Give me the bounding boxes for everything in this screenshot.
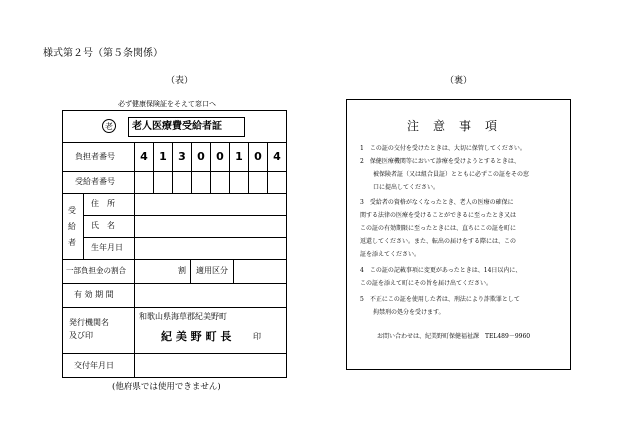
grid-line <box>191 142 192 193</box>
notes-heading: 注 意 事 項 <box>407 119 499 133</box>
issuer-seal-mark: 印 <box>253 332 261 341</box>
insured-number-digit: 4 <box>273 150 281 163</box>
issuer-name: 紀 美 野 町 長 <box>161 330 232 343</box>
note-line: この証の有効期限に至ったときには、直ちにこの証を町に <box>360 225 517 232</box>
note-line: 4 この証の記載事項に変更があったときは、14日以内に、 <box>360 267 522 274</box>
insured-number-digit: 4 <box>140 150 148 163</box>
recipient-section-char: 受 <box>68 206 76 215</box>
issuer-label-line2: 及び印 <box>69 331 93 340</box>
grid-line <box>153 142 154 193</box>
elderly-stamp-mark: 老 <box>102 119 116 133</box>
issuer-label-line1: 発行機関名 <box>69 318 109 327</box>
grid-line <box>190 259 191 283</box>
form-number: 様式第２号（第５条関係） <box>43 48 163 59</box>
other-prefecture-note: (他府県では使用できません) <box>112 382 221 392</box>
recipient-card-front <box>62 110 287 378</box>
insured-number-digit: 1 <box>159 150 167 163</box>
grid-line <box>233 259 234 283</box>
grid-line <box>210 142 211 193</box>
note-line: 1 この証の交付を受けたときは、大切に保管してください。 <box>360 145 526 152</box>
grid-line <box>83 193 84 259</box>
grid-line <box>63 283 286 284</box>
insured-number-label: 負担者番号 <box>75 152 115 161</box>
grid-line <box>63 259 286 260</box>
grid-line <box>248 142 249 193</box>
grid-line <box>63 353 286 354</box>
grid-line <box>63 142 286 143</box>
note-line: 関する法律の医療を受けることができるに至ったとき又は <box>360 212 517 219</box>
recipient-section-char: 者 <box>68 238 76 247</box>
insured-number-digit: 0 <box>197 150 205 163</box>
grid-line <box>83 237 286 238</box>
grid-line <box>172 142 173 193</box>
card-title: 老人医療費受給者証 <box>132 121 222 132</box>
insured-number-digit: 0 <box>216 150 224 163</box>
insured-number-digit: 1 <box>235 150 243 163</box>
note-line: 拘禁刑の処分を受けます。 <box>373 309 445 316</box>
insured-number-digit: 0 <box>254 150 262 163</box>
insured-number-digit: 3 <box>178 150 186 163</box>
grid-line <box>134 142 135 378</box>
grid-line <box>83 215 286 216</box>
issue-date-label: 交付年月日 <box>74 361 114 370</box>
birth-date-label: 生年月日 <box>91 243 123 252</box>
recipient-number-label: 受給者番号 <box>75 177 115 186</box>
note-line: 3 受給者の資格がなくなったとき、老人の医療の確保に <box>360 199 514 206</box>
validity-period-label: 有 効 期 間 <box>74 290 114 299</box>
note-line: 証を添えてください。 <box>360 251 421 258</box>
note-line: この証を添えて町にその旨を届け出てください。 <box>360 280 493 287</box>
note-line: 2 保健医療機関等において診療を受けようとするときは、 <box>360 158 520 165</box>
grid-line <box>63 307 286 308</box>
notice-text: 必ず健康保険証をそえて窓口へ <box>118 100 216 108</box>
note-line: 被保険者証（又は組合員証）とともに必ずこの証をその窓 <box>373 171 530 178</box>
note-line: 5 不正にこの証を使用した者は、刑法により詐欺罪として <box>360 296 520 303</box>
note-line: 返還してください。また、転出の届けをする際には、この <box>360 238 517 245</box>
grid-line <box>229 142 230 193</box>
copay-ratio-label: 一部負担金の割合 <box>66 266 126 275</box>
grid-line <box>63 171 286 172</box>
back-label: （裏） <box>445 76 473 86</box>
category-label: 適用区分 <box>196 266 228 275</box>
contact-info: お問い合わせは、紀美野町保健福祉課 TEL489－9960 <box>377 333 531 340</box>
recipient-card-back <box>346 99 571 370</box>
note-line: 口に提出してください。 <box>373 184 440 191</box>
grid-line <box>63 193 286 194</box>
address-label: 住 所 <box>91 199 115 208</box>
front-label: （表） <box>166 76 194 86</box>
grid-line <box>267 142 268 193</box>
recipient-section-char: 給 <box>68 222 76 231</box>
name-label: 氏 名 <box>91 221 115 230</box>
issuer-address: 和歌山県海草郡紀美野町 <box>139 312 227 321</box>
card-title-box <box>128 117 245 137</box>
copay-unit: 割 <box>178 266 186 275</box>
